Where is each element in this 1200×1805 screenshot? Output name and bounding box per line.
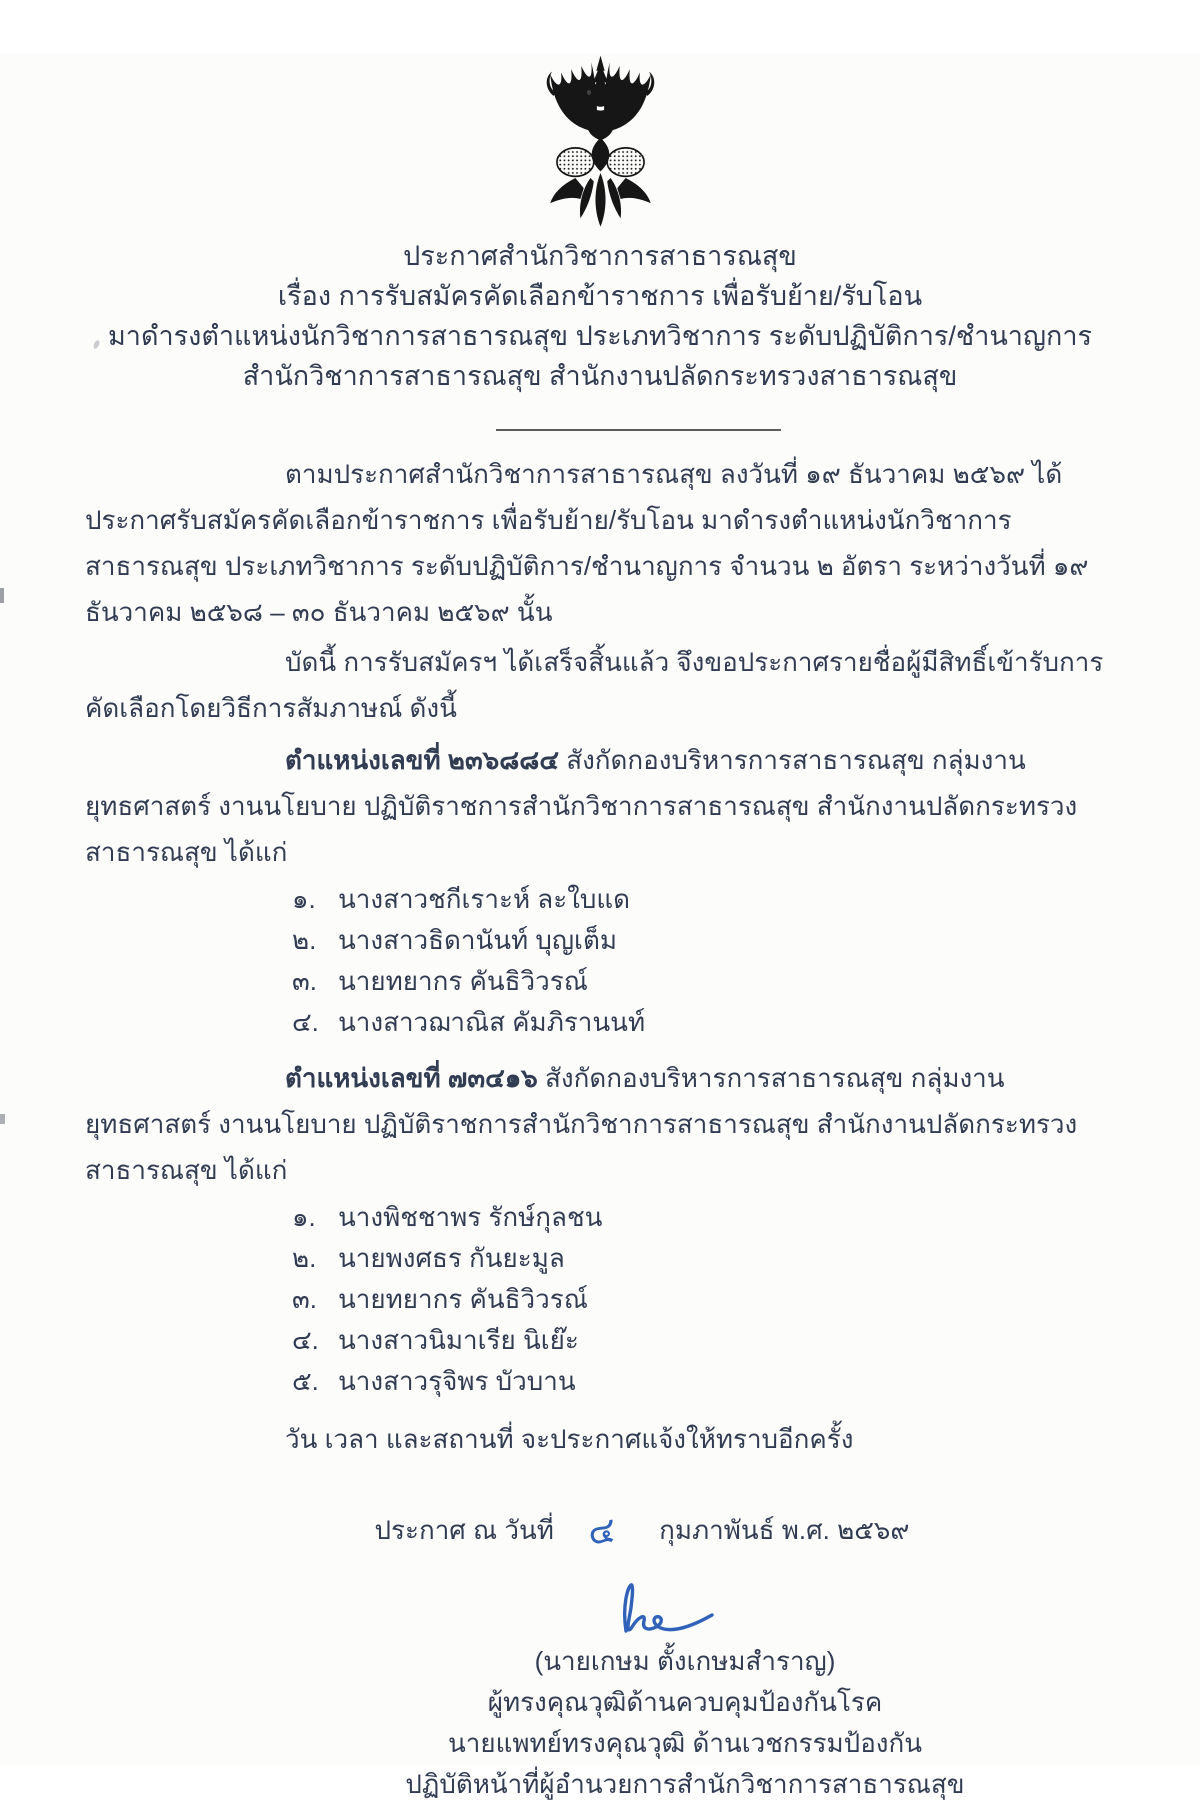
candidate-name: นางสาวนิมาเรีย นิเย๊ะ [338, 1325, 579, 1355]
date-suffix-text: กุมภาพันธ์ พ.ศ. ๒๕๖๙ [659, 1515, 910, 1545]
list-item [292, 961, 1115, 1002]
candidate-name: นางพิชชาพร รักษ์กุลชน [338, 1202, 603, 1232]
document-title-block [0, 236, 1200, 396]
position2-description: สังกัดกองบริหารการสาธารณสุข กลุ่มงานยุทธศาสตร์ งานนโยบาย ปฏิบัติราชการสำนักวิชาการสาธารณสุข สำนักงานปลัดกระทรวงสาธารณสุข ได้แก่ [85, 1063, 1078, 1185]
candidate-number: ๔. [292, 1007, 319, 1037]
position2-number-label: ตำแหน่งเลขที่ ๗๓๔๑๖ [285, 1063, 538, 1093]
list-item [292, 1320, 1115, 1361]
paragraph-result-statement: บัดนี้ การรับสมัครฯ ได้เสร็จสิ้นแล้ว จึงขอประกาศรายชื่อผู้มีสิทธิ์เข้ารับการคัดเลือกโดยวิธีการสัมภาษณ์ ดังนี้ [85, 647, 1104, 723]
candidate-number: ๓. [292, 1284, 317, 1314]
signer-title-1: ผู้ทรงคุณวุฒิด้านควบคุมป้องกันโรค [487, 1687, 883, 1717]
position1-description: สังกัดกองบริหารการสาธารณสุข กลุ่มงานยุทธศาสตร์ งานนโยบาย ปฏิบัติราชการสำนักวิชาการสาธารณสุข สำนักงานปลัดกระทรวงสาธารณสุข ได้แก่ [85, 745, 1078, 867]
candidate-name: นางสาวรุจิพร บัวบาน [338, 1366, 576, 1396]
date-prefix-text: ประกาศ ณ วันที่ [374, 1515, 554, 1545]
title-divider-rule [496, 429, 781, 431]
announcement-date-line [127, 1510, 1157, 1551]
candidate-number: ๑. [292, 884, 316, 914]
candidate-name: นายทยากร คันธิวิวรณ์ [338, 966, 588, 996]
signer-title-3: ปฏิบัติหน้าที่ผู้อำนวยการสำนักวิชาการสาธารณสุข [405, 1769, 965, 1799]
list-item [292, 920, 1115, 961]
title-line-2: เรื่อง การรับสมัครคัดเลือกข้าราชการ เพื่อรับย้าย/รับโอน [277, 281, 923, 311]
title-line-3: มาดำรงตำแหน่งนักวิชาการสาธารณสุข ประเภทวิชาการ ระดับปฏิบัติการ/ชำนาญการ [108, 321, 1092, 351]
signer-name: (นายเกษม ตั้งเกษมสำราญ) [534, 1646, 836, 1676]
handwritten-day-blue-ink: ๔ [585, 1508, 618, 1552]
scan-artifact [587, 90, 591, 95]
signature-block [185, 1577, 1185, 1805]
signature-ink-icon [598, 1577, 728, 1639]
position2-candidate-list [292, 1197, 1115, 1402]
position1-heading [85, 737, 1115, 875]
garuda-emblem-icon [513, 54, 688, 230]
candidate-number: ๕. [292, 1366, 319, 1396]
candidate-number: ๒. [292, 1243, 317, 1273]
list-item [292, 1279, 1115, 1320]
closing-line: วัน เวลา และสถานที่ จะประกาศแจ้งให้ทราบอีกครั้ง [285, 1424, 854, 1454]
candidate-name: นางสาวธิดานันท์ บุญเต็ม [338, 925, 617, 955]
position2-heading [85, 1055, 1115, 1193]
candidate-number: ๔. [292, 1325, 319, 1355]
position1-candidate-list [292, 879, 1115, 1043]
candidate-name: นางสาวชกีเราะห์ ละใบแด [338, 884, 631, 914]
list-item [292, 1361, 1115, 1402]
list-item [292, 1002, 1115, 1043]
scan-artifact [0, 588, 4, 603]
title-line-1: ประกาศสำนักวิชาการสาธารณสุข [403, 241, 797, 271]
candidate-number: ๓. [292, 966, 317, 996]
paragraph-announcement-reference: ตามประกาศสำนักวิชาการสาธารณสุข ลงวันที่ ๑๙ ธันวาคม ๒๕๖๙ ได้ประกาศรับสมัครคัดเลือกข้าราชการ เพื่อรับย้าย/รับโอน มาดำรงตำแหน่งนักวิชาการสาธารณสุข ประเภทวิชาการ ระดับปฏิบัติการ/ชำนาญการ จำนวน ๒ อัตรา ระหว่างวันที่ ๑๙ ธันวาคม ๒๕๖๘ – ๓๐ ธันวาคม ๒๕๖๙ นั้น [85, 459, 1089, 627]
candidate-number: ๒. [292, 925, 317, 955]
candidate-name: นายทยากร คันธิวิวรณ์ [338, 1284, 588, 1314]
position1-number-label: ตำแหน่งเลขที่ ๒๓๖๘๘๔ [285, 745, 560, 775]
list-item [292, 879, 1115, 920]
candidate-name: นายพงศธร กันยะมูล [338, 1243, 565, 1273]
signer-title-2: นายแพทย์ทรงคุณวุฒิ ด้านเวชกรรมป้องกัน [447, 1728, 923, 1758]
title-line-4: สำนักวิชาการสาธารณสุข สำนักงานปลัดกระทรวงสาธารณสุข [242, 361, 958, 391]
list-item [292, 1197, 1115, 1238]
scan-artifact [0, 1114, 5, 1124]
candidate-name: นางสาวฌาณิส คัมภิรานนท์ [338, 1007, 646, 1037]
list-item [292, 1238, 1115, 1279]
document-body [0, 451, 1200, 1805]
scanned-announcement-document [0, 54, 1200, 1799]
candidate-number: ๑. [292, 1202, 316, 1232]
